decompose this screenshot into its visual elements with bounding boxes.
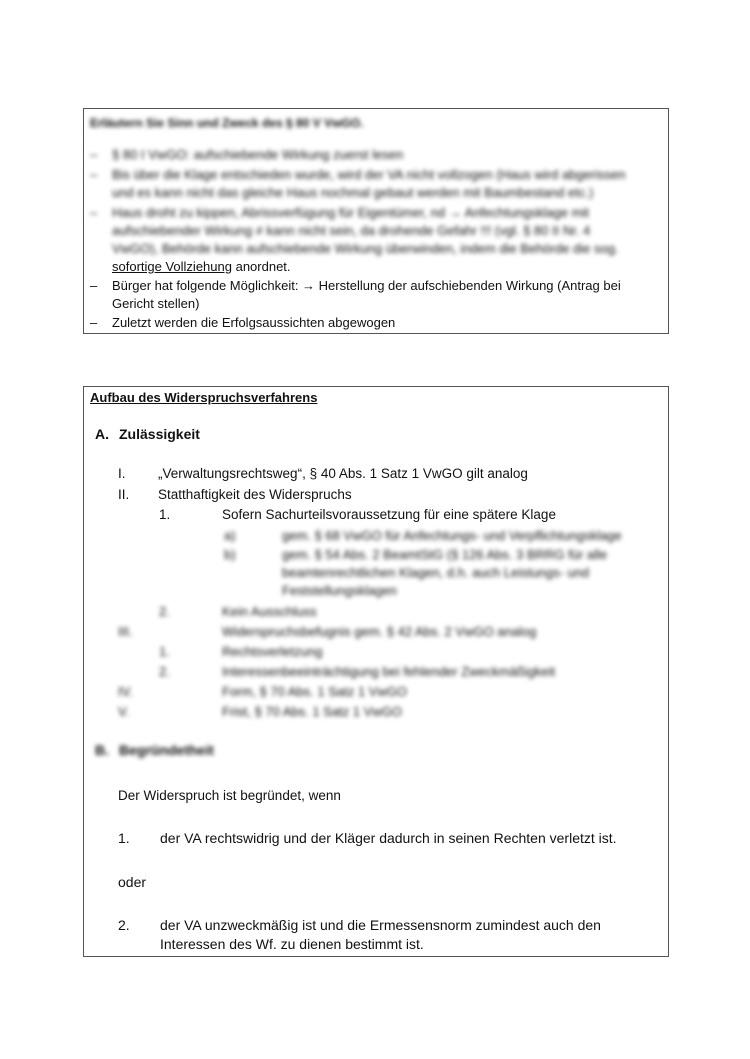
list-item-4-line-1: Bürger hat folgende Möglichkeit: → Herstellung der aufschiebenden Wirkung (Antrag bei bbox=[112, 278, 621, 293]
section-a-heading: Zulässigkeit bbox=[119, 426, 200, 442]
item-II-1: Sofern Sachurteilsvoraussetzung für eine spätere Klage bbox=[222, 507, 556, 522]
answer-box-1: Erläutern Sie Sinn und Zweck des § 80 V VwGO. – § 80 I VwGO: aufschiebende Wirkung zuerst lesen – Bis über die Klage entschieden wurde, wird der VA nicht vollzogen (Haus wird abgerissen und es kann nicht das gleiche Haus nochmal gebaut werden mit Baumbestand etc.) – Haus droht zu kippen, Abrissverfügung für Eigentümer, nd → Anfechtungsklage mit aufschiebender Wirkung ≠ kann nicht sein, da drohende Gefahr !!! (vgl. § 80 II Nr. 4 VwGO), Behörde kann aufschiebende Wirkung überwinden, indem die Behörde die sog. sofortige Vollziehung anordnet. – Bürger hat folgende Möglichkeit: → Herstellung der aufschiebenden Wirkung (Antrag bei Gericht stellen) – Zuletzt werden die Erfolgsaussichten abgewogen bbox=[83, 108, 669, 334]
item-II-1-b-line-2: beamtenrechtlichen Klagen, d.h. auch Leistungs- und bbox=[282, 565, 590, 580]
item-III-1: Rechtsverletzung bbox=[222, 644, 323, 659]
b-intro: Der Widerspruch ist begründet, wenn bbox=[118, 788, 341, 803]
question-text: Erläutern Sie Sinn und Zweck des § 80 V VwGO. bbox=[90, 116, 364, 130]
list-item-3-line-2: aufschiebender Wirkung ≠ kann nicht sein, da drohende Gefahr !!! (vgl. § 80 II Nr. 4 bbox=[112, 223, 591, 238]
list-item-3-line-1: Haus droht zu kippen, Abrissverfügung für Eigentümer, nd → Anfechtungsklage mit bbox=[112, 205, 589, 220]
item-III: Widerspruchsbefugnis gem. § 42 Abs. 2 VwGO analog bbox=[222, 624, 537, 639]
underlined-term: sofortige Vollziehung bbox=[112, 259, 232, 274]
section-b-number: B. bbox=[95, 742, 109, 758]
list-item-3-line-3: VwGO), Behörde kann aufschiebende Wirkung überwinden, indem die Behörde die sog. bbox=[112, 241, 619, 256]
list-item-4-line-2: Gericht stellen) bbox=[112, 296, 200, 311]
list-item-1-line-1: § 80 I VwGO: aufschiebende Wirkung zuerst lesen bbox=[112, 147, 404, 162]
item-II-1-a: gem. § 68 VwGO für Anfechtungs- und Verpflichtungsklage bbox=[282, 528, 622, 543]
b-or: oder bbox=[118, 874, 147, 890]
section-b-heading: Begründetheit bbox=[119, 742, 214, 758]
list-item-2-line-1: Bis über die Klage entschieden wurde, wird der VA nicht vollzogen (Haus wird abgerissen bbox=[112, 167, 626, 182]
list-item-5-line-1: Zuletzt werden die Erfolgsaussichten abgewogen bbox=[112, 315, 396, 330]
answer-box-2: Aufbau des Widerspruchsverfahrens A. Zulässigkeit I. „Verwaltungsrechtsweg“, § 40 Abs. 1 Satz 1 VwGO gilt analog II. Statthaftigkeit des Widerspruchs 1. Sofern Sachurteilsvoraussetzung für eine spätere Klage a) gem. § 68 VwGO für Anfechtungs- und Verpflichtungsklage b) gem. § 54 Abs. 2 BeamtStG (§ 126 Abs. 3 BRRG für alle beamtenrechtlichen Klagen, d.h. auch Leistungs- und Feststellungsklagen 2. Kein Ausschluss III. Widerspruchsbefugnis gem. § 42 Abs. 2 VwGO analog 1. Rechtsverletzung 2. Interessenbeeinträchtigung bei fehlender Zweckmäßigkeit IV. Form, § 70 Abs. 1 Satz 1 VwGO V. Frist, § 70 Abs. 1 Satz 1 VwGO B. Begründetheit Der Widerspruch ist begründet, wenn 1. der VA rechtswidrig und der Kläger dadurch in seinen Rechten verletzt ist. oder 2. der VA unzweckmäßig ist und die Ermessensnorm zumindest auch den Interessen des Wf. zu dienen bestimmt ist. bbox=[83, 386, 669, 957]
b-item-1: der VA rechtswidrig und der Kläger dadurch in seinen Rechten verletzt ist. bbox=[160, 830, 617, 846]
item-I: „Verwaltungsrechtsweg“, § 40 Abs. 1 Satz 1 VwGO gilt analog bbox=[158, 466, 528, 481]
list-item-2-line-2: und es kann nicht das gleiche Haus nochmal gebaut werden mit Baumbestand etc.) bbox=[112, 185, 594, 200]
item-II-1-b-line-3: Feststellungsklagen bbox=[282, 583, 397, 598]
item-III-2: Interessenbeeinträchtigung bei fehlender Zweckmäßigkeit bbox=[222, 664, 556, 679]
item-V: Frist, § 70 Abs. 1 Satz 1 VwGO bbox=[222, 704, 402, 719]
item-II-1-b-line-1: gem. § 54 Abs. 2 BeamtStG (§ 126 Abs. 3 BRRG für alle bbox=[282, 547, 608, 562]
item-II: Statthaftigkeit des Widerspruchs bbox=[158, 487, 352, 502]
item-IV: Form, § 70 Abs. 1 Satz 1 VwGO bbox=[222, 684, 407, 699]
b-item-2-line-1: der VA unzweckmäßig ist und die Ermessensnorm zumindest auch den bbox=[160, 917, 601, 933]
item-II-2: Kein Ausschluss bbox=[222, 604, 317, 619]
box-title: Aufbau des Widerspruchsverfahrens bbox=[90, 390, 318, 405]
list-item-3-line-4: sofortige Vollziehung anordnet. bbox=[112, 259, 291, 274]
b-item-2-line-2: Interessen des Wf. zu dienen bestimmt ist. bbox=[160, 936, 424, 952]
section-a-number: A. bbox=[95, 426, 109, 442]
